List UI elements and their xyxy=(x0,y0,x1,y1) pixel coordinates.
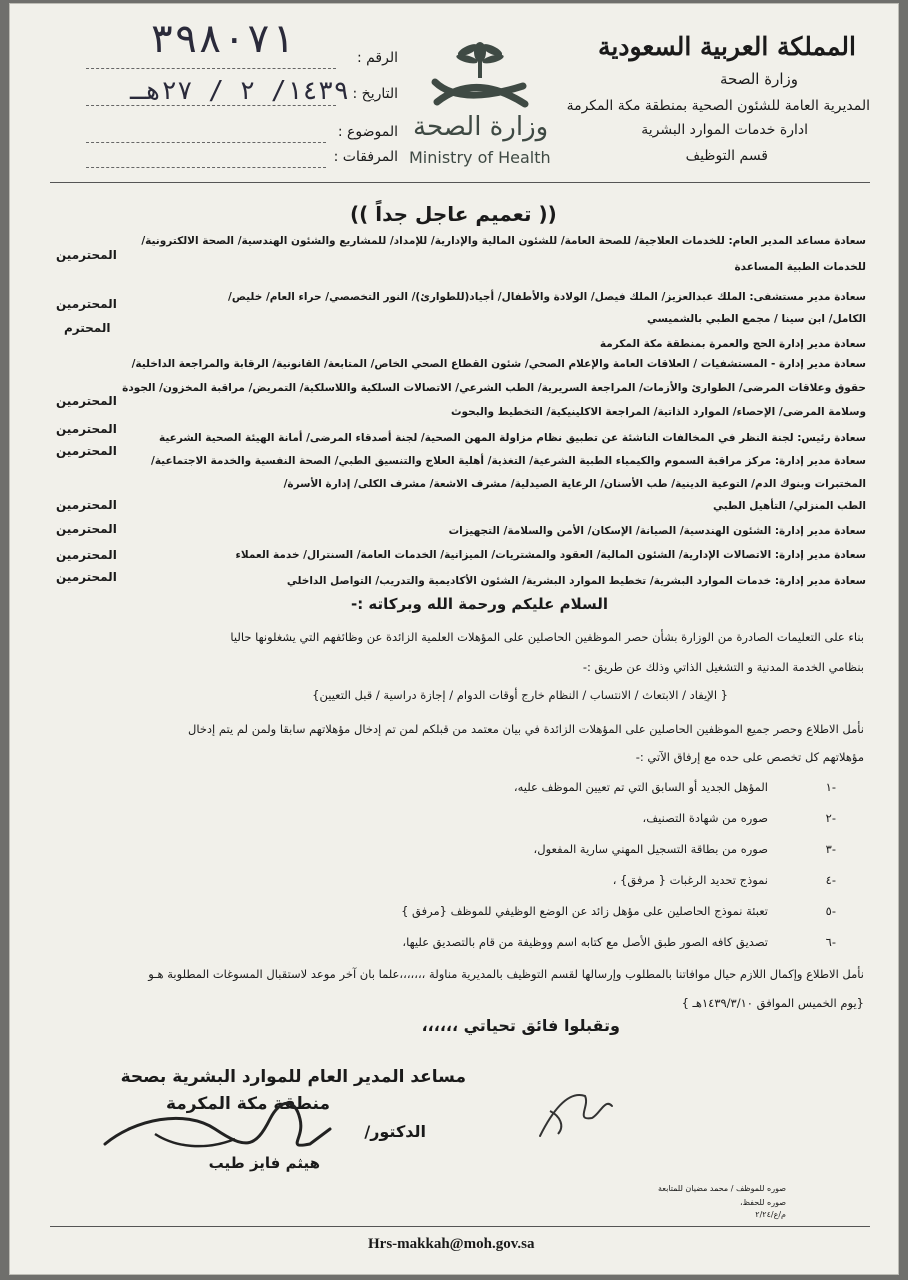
attachments-label: المرفقات : xyxy=(333,149,398,165)
honorific: المحترمين xyxy=(56,422,117,436)
contact-email[interactable]: Hrs-makkah@moh.gov.sa xyxy=(368,1236,535,1252)
body-paragraph-2-cont: مؤهلاتهم كل تخصص على حده مع إرفاق الآتي :- xyxy=(635,750,864,764)
item-text: صوره من شهادة التصنيف، xyxy=(642,811,768,825)
handwritten-signature-icon xyxy=(95,1089,345,1159)
addressee-line: الكامل/ ابن سينا / مجمع الطبي بالشميسي xyxy=(646,313,866,325)
item-number: -٢ xyxy=(825,811,836,825)
honorific: المحترم xyxy=(64,321,111,335)
honorific: المحترمين xyxy=(56,498,117,512)
item-text: المؤهل الجديد أو السابق التي تم تعيين الموظف عليه، xyxy=(513,780,768,794)
item-number: -٣ xyxy=(825,842,836,856)
number-label: الرقم : xyxy=(356,50,398,66)
methods-list: { الإيفاد / الابتعاث / الانتساب / النظام خارج أوقات الدوام / إجازة دراسية / قبل التعيين} xyxy=(312,688,728,702)
kingdom-name: المملكة العربية السعودية xyxy=(597,32,856,61)
addressee-line: وسلامة المرضى/ الإحصاء/ الموارد الذاتية/ المراجعة الاكلينيكية/ التخطيط والبحوث xyxy=(450,406,866,418)
date-value: ١٤٣٩/ ٢ / ٢٧هـ xyxy=(130,76,350,106)
item-text: صوره من بطاقة التسجيل المهني سارية المفعول، xyxy=(533,842,768,856)
addressee-line: سعادة مدير إدارة: خدمات الموارد البشرية/ تخطيط الموارد البشرية/ الشئون الأكاديمية والتدريب/ التواصل الداخلي xyxy=(286,575,866,587)
honorific: المحترمين xyxy=(56,248,117,262)
item-text: نموذج تحديد الرغبات { مرفق} ، xyxy=(612,873,768,887)
circular-title: (( تعميم عاجل جداً )) xyxy=(350,202,557,226)
addressee-line: سعادة رئيس: لجنة النظر في المخالفات الناشئة عن تطبيق نظام مزاولة المهن الصحية/ لجنة أصدقاء المرضى/ أمانة الهيئة الصحية الشرعية xyxy=(159,432,866,444)
addressee-line: سعادة مدير إدارة: مركز مراقبة السموم والكيمياء الطبية الشرعية/ التغذية/ أهلية العلاج والتنسيق الطبي/ الصحة النفسية والخدمة الاجتماعية/ xyxy=(150,455,866,467)
attachments-line xyxy=(86,167,326,168)
number-value: ٣٩٨٠٧١ xyxy=(150,16,295,62)
addressee-line: حقوق وعلاقات المرضى/ الطوارئ والأزمات/ المراجعة السريرية/ الطب الشرعي/ الاتصالات السلكية واللاسلكية/ التمريض/ مراقبة المخزون/ الجودة xyxy=(122,382,866,394)
doctor-label: الدكتور/ xyxy=(364,1122,426,1141)
body-paragraph-3: نأمل الاطلاع وإكمال اللازم حيال موافاتنا بالمطلوب وإرسالها لقسم التوظيف بالمديرية مناولة ،،،،،،،علما بان آخر موعد لاستقبال المسوغات المطلوبة هـو xyxy=(148,967,864,981)
moh-logo xyxy=(405,34,555,174)
addressee-line: سعادة مدير إدارة الحج والعمرة بمنطقة مكة المكرمة xyxy=(599,338,866,350)
subject-label: الموضوع : xyxy=(337,124,398,140)
letter-page xyxy=(10,4,898,1274)
directorate-name: المديرية العامة للشئون الصحية بمنطقة مكة المكرمة xyxy=(566,98,870,114)
footer-divider xyxy=(50,1226,870,1227)
greeting: السلام عليكم ورحمة الله وبركاته :- xyxy=(350,595,608,613)
body-paragraph-2: نأمل الاطلاع وحصر جميع الموظفين الحاصلين على المؤهلات الزائدة في بيان معتمد من قبلكم لمن تم إدخال مؤهلاتهم سابقا ولمن لم يتم إدخال xyxy=(187,722,864,736)
body-paragraph-1: بناء على التعليمات الصادرة من الوزارة بشأن حصر الموظفين الحاصلين على المؤهلات العلمية الزائدة عن وظائفهم التي يشغلونها حاليا xyxy=(230,630,864,644)
department-name: ادارة خدمات الموارد البشرية xyxy=(641,122,808,138)
addressee-line: للخدمات الطبية المساعدة xyxy=(734,261,866,273)
addressee-line: سعادة مدير مستشفى: الملك عبدالعزيز/ الملك فيصل/ الولادة والأطفال/ أجياد(للطوارئ)/ النور التخصصي/ حراء العام/ خليص/ xyxy=(227,291,866,303)
subject-line xyxy=(86,142,326,143)
initials-scribble-icon xyxy=(530,1076,620,1146)
honorific: المحترمين xyxy=(56,297,117,311)
ministry-name-right: وزارة الصحة xyxy=(720,70,798,88)
number-line xyxy=(86,68,336,69)
body-paragraph-1-cont: بنظامي الخدمة المدنية و التشغيل الذاتي وذلك عن طريق :- xyxy=(582,660,864,674)
section-name: قسم التوظيف xyxy=(685,148,768,164)
honorific: المحترمين xyxy=(56,570,117,584)
addressee-line: الطب المنزلي/ التأهيل الطبي xyxy=(712,500,866,512)
item-text: تصديق كافه الصور طبق الأصل مع كتابه اسم ووظيفة من قام بالتصديق عليها، xyxy=(402,935,768,949)
honorific: المحترمين xyxy=(56,394,117,408)
addressee-line: سعادة مدير إدارة: الاتصالات الإدارية/ الشئون المالية/ العقود والمشتريات/ الميزانية/ الخدمات العامة/ السنترال/ خدمة العملاء xyxy=(235,549,866,561)
palm-swords-icon xyxy=(405,34,555,114)
copy-note: صوره للحفظ، xyxy=(740,1198,786,1207)
signatory-title: مساعد المدير العام للموارد البشرية بصحة xyxy=(120,1067,466,1087)
header-divider xyxy=(50,182,870,183)
reference-code: م/ع/٢/٢٤ xyxy=(755,1210,786,1219)
addressee-line: سعادة مدير إدارة - المستشفيات / العلاقات العامة والإعلام الصحي/ شئون القطاع الصحي الخاص/ المتابعة/ القانونية/ الرقابة والمراجعة الداخلية/ xyxy=(131,358,866,370)
addressee-line: سعادة مدير إدارة: الشئون الهندسية/ الصيانة/ الإسكان/ الأمن والسلامة/ التجهيزات xyxy=(448,525,866,537)
item-number: -٦ xyxy=(825,935,836,949)
honorific: المحترمين xyxy=(56,522,117,536)
deadline-date: {يوم الخميس الموافق ١٤٣٩/٣/١٠هـ } xyxy=(681,996,864,1010)
copy-note: صوره للموظف / محمد مضيان للمتابعة xyxy=(657,1184,786,1193)
addressee-line: المختبرات وبنوك الدم/ التوعية الدينية/ طب الأسنان/ الرعاية الصيدلية/ مشرف الاشعة/ مشرف الكلى/ إدارة الأسرة/ xyxy=(283,478,866,490)
closing-line: وتقبلوا فائق تحياتي ،،،،،، xyxy=(421,1016,620,1035)
item-number: -٥ xyxy=(825,904,836,918)
honorific: المحترمين xyxy=(56,548,117,562)
date-label: التاريخ : xyxy=(352,86,398,102)
signatory-name: هيثم فايز طيب xyxy=(208,1154,320,1172)
honorific: المحترمين xyxy=(56,444,117,458)
logo-english-text: Ministry of Health xyxy=(409,148,551,167)
logo-arabic-text: وزارة الصحة xyxy=(413,112,549,142)
item-number: -١ xyxy=(825,780,836,794)
addressee-line: سعادة مساعد المدير العام: للخدمات العلاجية/ للصحة العامة/ للشئون المالية والإدارية/ للإمداد/ للمشاريع والشئون الهندسية/ الصحة الالكترونية/ xyxy=(141,235,866,247)
item-number: -٤ xyxy=(825,873,836,887)
item-text: تعبئة نموذج الحاصلين على مؤهل زائد عن الوضع الوظيفي للموظف {مرفق } xyxy=(401,904,768,918)
signatory-region: منطقة مكة المكرمة xyxy=(165,1094,330,1114)
